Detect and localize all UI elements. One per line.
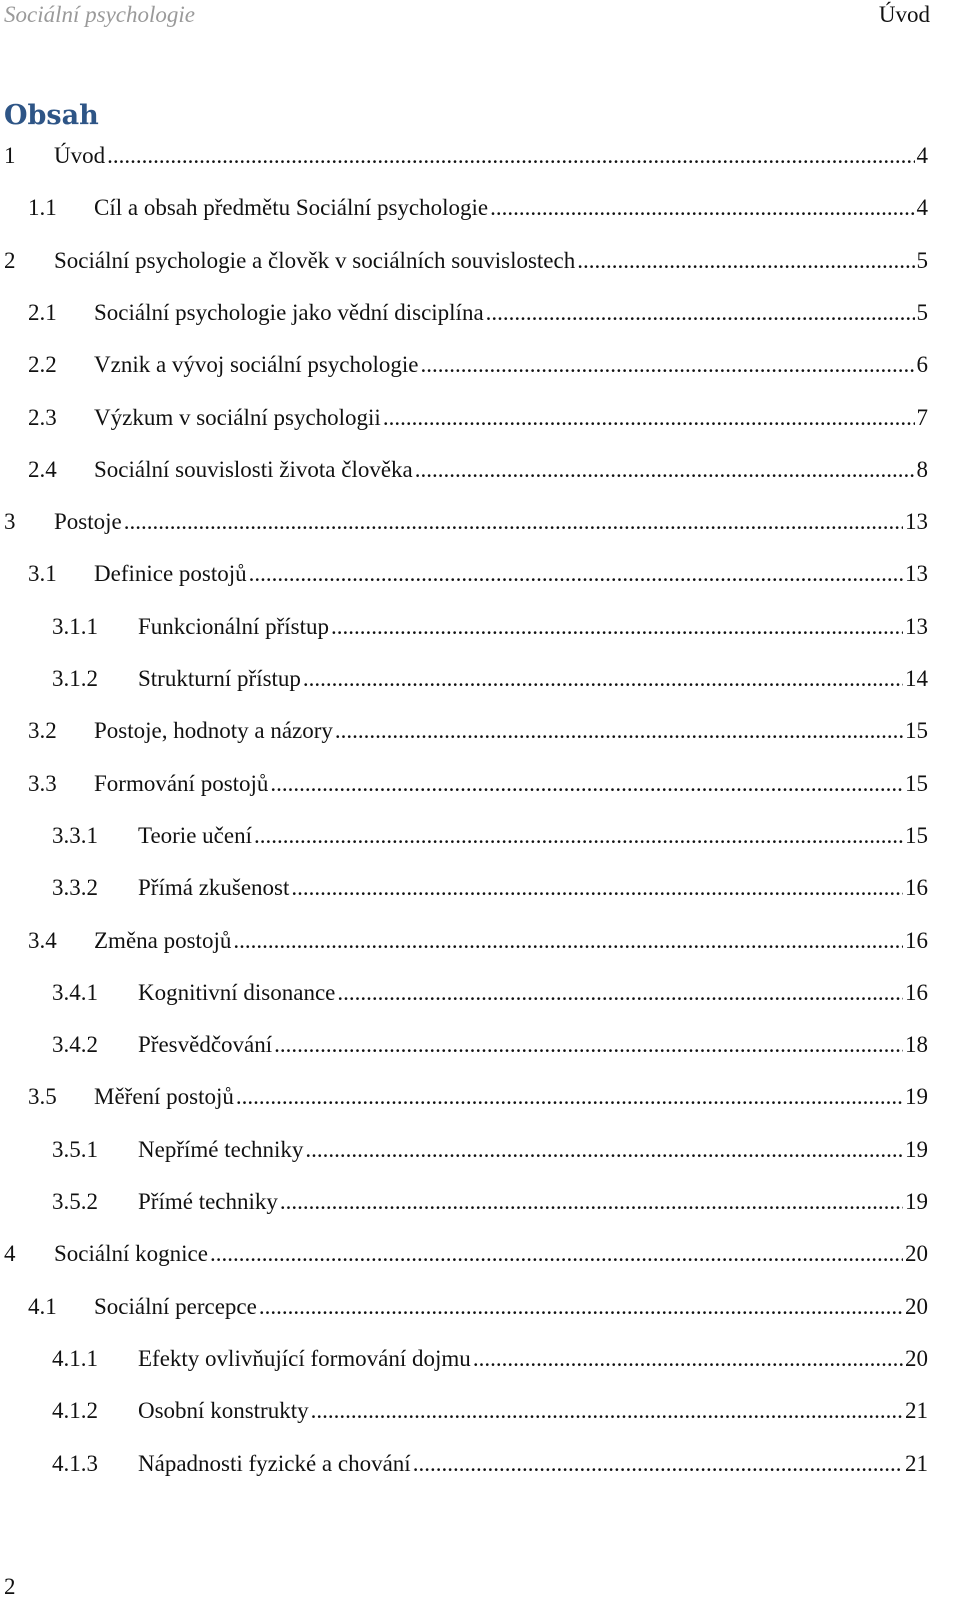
toc-dot-leader — [254, 822, 903, 850]
toc-entry-page: 15 — [905, 822, 928, 848]
toc-entry-number: 3.4.2 — [52, 1032, 98, 1058]
toc-entry-title: Přímá zkušenost — [138, 875, 290, 901]
toc-entry-number: 4.1.1 — [52, 1345, 98, 1371]
toc-entry-title: Strukturní přístup — [138, 666, 301, 691]
toc-dot-leader — [383, 404, 915, 432]
toc-entry-page: 5 — [916, 247, 928, 273]
toc-title: Obsah — [4, 100, 99, 131]
running-header-title: Sociální psychologie — [4, 2, 195, 27]
toc-entry[interactable] — [52, 601, 928, 641]
toc-dot-leader — [291, 874, 903, 902]
toc-dot-leader — [210, 1240, 903, 1268]
toc-dot-leader — [270, 770, 903, 798]
toc-entry[interactable] — [52, 862, 928, 902]
toc-entry[interactable] — [28, 392, 928, 432]
toc-entry-page: 13 — [905, 613, 928, 639]
toc-entry-title: Kognitivní disonance — [138, 979, 336, 1005]
toc-entry-title: Sociální psychologie jako vědní disciplína — [94, 299, 484, 325]
toc-entry-title: Postoje, hodnoty a názory — [94, 718, 333, 744]
toc-entry-title: Nápadnosti fyzické a chování — [138, 1450, 411, 1476]
toc-entry-title: Výzkum v sociální psychologii — [94, 404, 381, 430]
toc-entry-number: 3.5.1 — [52, 1136, 98, 1162]
toc-entry[interactable] — [28, 339, 928, 379]
toc-dot-leader — [415, 456, 915, 484]
toc-entry-number: 1.1 — [28, 195, 57, 221]
toc-entry-number: 3.1.2 — [52, 666, 98, 691]
toc-entry[interactable] — [52, 1176, 928, 1216]
toc-entry-page: 20 — [905, 1345, 928, 1371]
toc-entry[interactable] — [28, 287, 928, 327]
toc-entry-title: Cíl a obsah předmětu Sociální psychologie — [94, 195, 489, 221]
toc-entry-title: Měření postojů — [94, 1084, 234, 1110]
toc-entry-title: Nepřímé techniky — [138, 1136, 304, 1162]
toc-dot-leader — [335, 717, 903, 745]
toc-entry[interactable] — [28, 548, 928, 588]
toc-entry-title: Přímé techniky — [138, 1189, 278, 1214]
toc-dot-leader — [486, 299, 915, 327]
toc-entry[interactable] — [28, 758, 928, 798]
toc-entry[interactable] — [52, 1385, 928, 1425]
toc-entry-number: 3.5 — [28, 1084, 57, 1110]
toc-entry-title: Teorie učení — [138, 822, 252, 848]
toc-entry[interactable] — [4, 235, 928, 275]
toc-entry[interactable] — [28, 915, 928, 955]
toc-entry-page: 16 — [905, 979, 928, 1005]
toc-dot-leader — [236, 1083, 903, 1111]
toc-entry-number: 2 — [4, 247, 16, 273]
toc-dot-leader — [337, 979, 903, 1007]
toc-dot-leader — [305, 1136, 903, 1164]
toc-entry-number: 4 — [4, 1241, 16, 1267]
toc-entry-number: 2.1 — [28, 299, 57, 325]
toc-entry-title: Postoje — [54, 509, 122, 535]
toc-entry-page: 8 — [916, 456, 928, 482]
toc-entry-title: Vznik a vývoj sociální psychologie — [94, 352, 419, 378]
toc-entry-number: 1 — [4, 143, 16, 168]
toc-entry-title: Funkcionální přístup — [138, 613, 330, 639]
toc-entry-title: Sociální percepce — [94, 1293, 257, 1319]
toc-entry-page: 19 — [905, 1136, 928, 1162]
toc-entry[interactable] — [28, 182, 928, 222]
toc-entry-number: 3.2 — [28, 718, 57, 744]
toc-dot-leader — [124, 508, 903, 536]
toc-entry-page: 13 — [905, 509, 928, 535]
toc-entry-page: 14 — [905, 666, 928, 691]
toc-entry-number: 3.1.1 — [52, 613, 98, 639]
toc-dot-leader — [280, 1188, 903, 1216]
toc-entry[interactable] — [4, 1228, 928, 1268]
toc-entry[interactable] — [28, 1071, 928, 1111]
toc-dot-leader — [249, 560, 903, 588]
running-header-chapter: Úvod — [878, 2, 930, 27]
toc-entry[interactable] — [52, 1124, 928, 1164]
toc-entry-number: 4.1 — [28, 1293, 57, 1319]
toc-entry-page: 7 — [916, 404, 928, 430]
toc-entry[interactable] — [52, 653, 928, 693]
toc-entry[interactable] — [52, 1438, 928, 1478]
toc-entry-title: Sociální kognice — [54, 1241, 208, 1267]
toc-entry[interactable] — [4, 130, 928, 170]
toc-entry-page: 4 — [916, 195, 928, 221]
toc-dot-leader — [233, 927, 903, 955]
toc-dot-leader — [490, 194, 914, 222]
toc-entry-number: 2.4 — [28, 456, 57, 482]
toc-entry-number: 3.5.2 — [52, 1189, 98, 1214]
toc-entry[interactable] — [4, 496, 928, 536]
toc-entry-title: Efekty ovlivňující formování dojmu — [138, 1345, 471, 1371]
toc-entry-page: 20 — [905, 1241, 928, 1267]
toc-dot-leader — [274, 1031, 903, 1059]
toc-entry-page: 13 — [905, 561, 928, 587]
toc-entry-title: Změna postojů — [94, 927, 232, 953]
toc-entry-page: 19 — [905, 1189, 928, 1214]
toc-entry-title: Přesvědčování — [138, 1032, 273, 1058]
toc-entry-number: 3 — [4, 509, 16, 535]
toc-entry-page: 15 — [905, 770, 928, 796]
toc-entry-number: 4.1.2 — [52, 1398, 98, 1424]
toc-entry[interactable] — [28, 705, 928, 745]
toc-entry-title: Formování postojů — [94, 770, 269, 796]
toc-entry-page: 16 — [905, 927, 928, 953]
toc-entry-title: Definice postojů — [94, 561, 247, 587]
toc-entry-number: 2.3 — [28, 404, 57, 430]
toc-entry-page: 4 — [916, 143, 928, 168]
toc-entry[interactable] — [52, 1019, 928, 1059]
toc-entry-number: 3.4.1 — [52, 979, 98, 1005]
toc-entry[interactable] — [52, 967, 928, 1007]
toc-dot-leader — [413, 1450, 903, 1478]
toc-entry[interactable] — [28, 444, 928, 484]
toc-entry-number: 3.4 — [28, 927, 57, 953]
toc-entry[interactable] — [52, 810, 928, 850]
toc-entry[interactable] — [28, 1281, 928, 1321]
toc-entry-number: 2.2 — [28, 352, 57, 378]
page-number: 2 — [4, 1574, 16, 1599]
toc-entry-page: 18 — [905, 1032, 928, 1058]
toc-entry-page: 21 — [905, 1450, 928, 1476]
toc-dot-leader — [311, 1397, 903, 1425]
toc-entry-page: 6 — [916, 352, 928, 378]
toc-dot-leader — [421, 351, 915, 379]
toc-entry-page: 16 — [905, 875, 928, 901]
toc-entry-page: 5 — [916, 299, 928, 325]
toc-entry-title: Osobní konstrukty — [138, 1398, 309, 1424]
toc-entry-number: 3.1 — [28, 561, 57, 587]
toc-entry-page: 19 — [905, 1084, 928, 1110]
toc-entry-number: 4.1.3 — [52, 1450, 98, 1476]
toc-entry-page: 20 — [905, 1293, 928, 1319]
toc-entry-number: 3.3.1 — [52, 822, 98, 848]
toc-dot-leader — [107, 142, 914, 170]
toc-dot-leader — [577, 247, 914, 275]
toc-dot-leader — [259, 1293, 903, 1321]
toc-entry-title: Sociální psychologie a člověk v sociálních souvislostech — [54, 247, 576, 273]
toc-entry[interactable] — [52, 1333, 928, 1373]
toc-entry-page: 21 — [905, 1398, 928, 1424]
toc-dot-leader — [331, 613, 903, 641]
toc-entry-number: 3.3.2 — [52, 875, 98, 901]
toc-entry-title: Sociální souvislosti života člověka — [94, 456, 413, 482]
toc-entry-title: Úvod — [54, 143, 106, 168]
toc-entry-page: 15 — [905, 718, 928, 744]
toc-dot-leader — [473, 1345, 903, 1373]
toc-dot-leader — [303, 665, 903, 693]
toc-entry-number: 3.3 — [28, 770, 57, 796]
